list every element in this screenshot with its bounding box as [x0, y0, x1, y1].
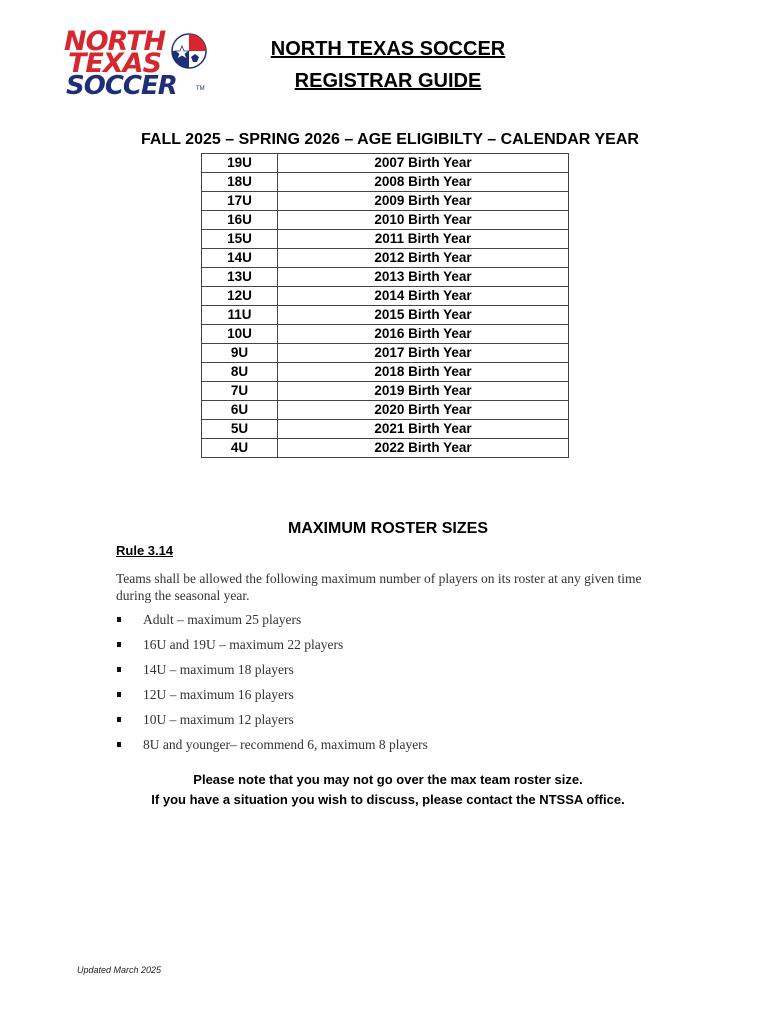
roster-sizes-heading: MAXIMUM ROSTER SIZES	[287, 520, 488, 537]
list-item	[116, 685, 428, 710]
birth-year-cell: 2009 Birth Year	[278, 192, 569, 211]
logo-text-texas: TEXAS	[68, 48, 162, 79]
birth-year-cell: 2017 Birth Year	[278, 344, 569, 363]
birth-year-cell: 2011 Birth Year	[278, 230, 569, 249]
age-group-cell: 5U	[202, 420, 278, 439]
birth-year-cell: 2018 Birth Year	[278, 363, 569, 382]
roster-note-line2: If you have a situation you wish to discuss, please contact the NTSSA office.	[151, 792, 625, 807]
table-row	[202, 154, 569, 173]
updated-date-footer: Updated March 2025	[77, 965, 162, 975]
table-row	[202, 230, 569, 249]
birth-year-cell: 2016 Birth Year	[278, 325, 569, 344]
bullet-icon	[117, 692, 121, 697]
soccer-ball-star-icon	[170, 32, 208, 70]
birth-year-cell: 2013 Birth Year	[278, 268, 569, 287]
list-item	[116, 710, 428, 735]
table-row	[202, 420, 569, 439]
rule-text: Teams shall be allowed the following maximum number of players on its roster at any given time during the seasonal year.	[116, 571, 642, 603]
list-item-text: 16U and 19U – maximum 22 players	[143, 637, 344, 652]
age-group-cell: 7U	[202, 382, 278, 401]
table-row	[202, 268, 569, 287]
age-group-cell: 9U	[202, 344, 278, 363]
birth-year-cell: 2010 Birth Year	[278, 211, 569, 230]
table-row	[202, 401, 569, 420]
north-texas-soccer-logo	[64, 28, 214, 102]
list-item	[116, 635, 428, 660]
age-group-cell: 13U	[202, 268, 278, 287]
birth-year-cell: 2022 Birth Year	[278, 439, 569, 458]
logo-text-soccer: SOCCER	[66, 71, 177, 101]
list-item	[116, 735, 428, 760]
table-row	[202, 287, 569, 306]
table-row	[202, 344, 569, 363]
list-item-text: 10U – maximum 12 players	[143, 712, 294, 727]
page-title-line1: NORTH TEXAS SOCCER	[270, 38, 506, 60]
table-row	[202, 363, 569, 382]
table-row	[202, 211, 569, 230]
age-group-cell: 18U	[202, 173, 278, 192]
page-title-line2: REGISTRAR GUIDE	[294, 70, 482, 92]
age-eligibility-heading: FALL 2025 – SPRING 2026 – AGE ELIGIBILTY – CALENDAR YEAR	[141, 131, 639, 148]
age-group-cell: 4U	[202, 439, 278, 458]
logo-trademark: TM	[196, 86, 205, 92]
rule-label: Rule 3.14	[116, 543, 174, 558]
bullet-icon	[117, 667, 121, 672]
age-group-cell: 10U	[202, 325, 278, 344]
age-eligibility-table	[201, 153, 569, 458]
bullet-icon	[117, 742, 121, 747]
birth-year-cell: 2019 Birth Year	[278, 382, 569, 401]
age-group-cell: 14U	[202, 249, 278, 268]
roster-size-list	[116, 610, 428, 760]
age-group-cell: 17U	[202, 192, 278, 211]
birth-year-cell: 2008 Birth Year	[278, 173, 569, 192]
list-item	[116, 660, 428, 685]
logo-text-north: NORTH	[64, 26, 166, 57]
table-row	[202, 325, 569, 344]
list-item-text: 12U – maximum 16 players	[143, 687, 294, 702]
list-item-text: 8U and younger– recommend 6, maximum 8 players	[143, 737, 428, 752]
table-row	[202, 382, 569, 401]
age-group-cell: 16U	[202, 211, 278, 230]
roster-note-line1: Please note that you may not go over the max team roster size.	[193, 772, 583, 787]
list-item-text: Adult – maximum 25 players	[143, 612, 302, 627]
list-item	[116, 610, 428, 635]
bullet-icon	[117, 642, 121, 647]
table-row	[202, 249, 569, 268]
birth-year-cell: 2007 Birth Year	[278, 154, 569, 173]
age-group-cell: 12U	[202, 287, 278, 306]
list-item-text: 14U – maximum 18 players	[143, 662, 294, 677]
bullet-icon	[117, 617, 121, 622]
age-group-cell: 15U	[202, 230, 278, 249]
age-group-cell: 8U	[202, 363, 278, 382]
table-row	[202, 192, 569, 211]
birth-year-cell: 2021 Birth Year	[278, 420, 569, 439]
bullet-icon	[117, 717, 121, 722]
birth-year-cell: 2020 Birth Year	[278, 401, 569, 420]
table-row	[202, 173, 569, 192]
table-row	[202, 306, 569, 325]
table-row	[202, 439, 569, 458]
age-group-cell: 6U	[202, 401, 278, 420]
birth-year-cell: 2014 Birth Year	[278, 287, 569, 306]
age-group-cell: 11U	[202, 306, 278, 325]
birth-year-cell: 2012 Birth Year	[278, 249, 569, 268]
age-group-cell: 19U	[202, 154, 278, 173]
birth-year-cell: 2015 Birth Year	[278, 306, 569, 325]
age-eligibility-table-body	[202, 154, 569, 458]
